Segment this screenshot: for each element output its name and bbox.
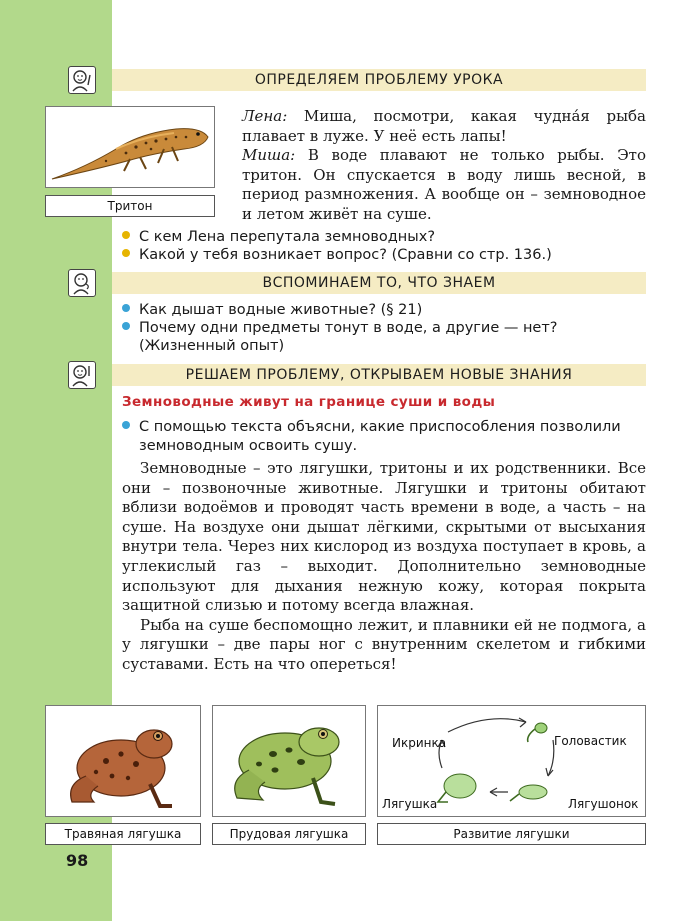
grass-frog-caption: Травяная лягушка [45,823,201,845]
bullet-yellow [122,249,130,257]
bullet-blue [122,322,130,330]
frog-development-diagram [377,705,646,817]
section-title-problem: ОПРЕДЕЛЯЕМ ПРОБЛЕМУ УРОКА [254,72,504,88]
section-title-solve: РЕШАЕМ ПРОБЛЕМУ, ОТКРЫВАЕМ НОВЫЕ ЗНАНИЯ [185,367,573,383]
section-banner-solve [112,364,646,386]
lena-speaker: Лена: [242,107,288,125]
bullet-yellow [122,231,130,239]
triton-image [45,106,215,188]
cycle-label-egg: Икринка [392,736,447,750]
problem-question-text: Какой у тебя возникает вопрос? (Сравни со стр. 136.) [139,247,552,263]
section-banner-problem [112,69,646,91]
page-number: 98 [66,851,89,870]
recall-question-text: Как дышат водные животные? (§ 21) [139,302,423,318]
development-caption: Развитие лягушки [377,823,646,845]
paragraph: Земноводные – это лягушки, тритоны и их родственники. Все они – позвоночные животные. Лягушки и тритоны обитают вблизи водоёмов и проводят часть времени в воде, а часть – на суше. На воздухе они дышат лёгкими, скрытыми от высыхания внутри тела. Через них кислород из воздуха поступает в кровь, а углекислый газ – выходит. Дополнительно земноводные используют для дыхания нежную кожу, которая покрыта защитной слизью и потому всегда влажная. [122,459,646,615]
misha-text: В воде плавают не только рыбы. Это тритон. Он спускается в воду лишь весной, в период размножения. А вообще он – земноводное и летом живёт на суше. [242,146,646,223]
thinking-child-icon [68,269,96,297]
pond-frog-caption: Прудовая лягушка [212,823,366,845]
section-title-recall: ВСПОМИНАЕМ ТО, ЧТО ЗНАЕМ [262,275,496,291]
problem-question-text: С кем Лена перепутала земноводных? [139,229,436,245]
cycle-label-froglet: Лягушонок [568,797,639,811]
problem-question-2 [122,246,646,264]
problem-question-1 [122,228,646,246]
section-banner-recall [112,272,646,294]
misha-speaker: Миша: [242,146,296,164]
recall-question-1 [122,301,646,319]
cycle-label-frog: Лягушка [382,797,438,811]
thinking-child-icon [68,66,96,94]
paragraph: Рыба на суше беспомощно лежит, и плавники ей не подмога, а у лягушки – две пары ног с внутренним скелетом и гибкими суставами. Есть на что опереться! [122,615,646,673]
bullet-blue [122,304,130,312]
pond-frog-image [212,705,366,817]
subheading: Земноводные живут на границе суши и воды [122,394,496,410]
grass-frog-image [45,705,201,817]
thinking-child-icon [68,361,96,389]
bullet-blue [122,421,130,429]
misha-line [228,146,646,224]
lena-line [228,107,646,146]
recall-question-2 [122,319,646,355]
recall-question-text: Почему одни предметы тонут в воде, а другие — нет? (Жизненный опыт) [139,320,558,354]
cycle-label-tadpole: Головастик [554,734,627,748]
triton-caption: Тритон [45,195,215,217]
task-text: С помощью текста объясни, какие приспособления позволили земноводным освоить сушу. [139,419,621,454]
main-text [122,459,646,675]
lena-text: Миша, посмотри, какая чудна́я рыба плавает в луже. У неё есть лапы! [242,107,646,145]
dialog-block [228,107,646,224]
task-question [122,418,646,456]
